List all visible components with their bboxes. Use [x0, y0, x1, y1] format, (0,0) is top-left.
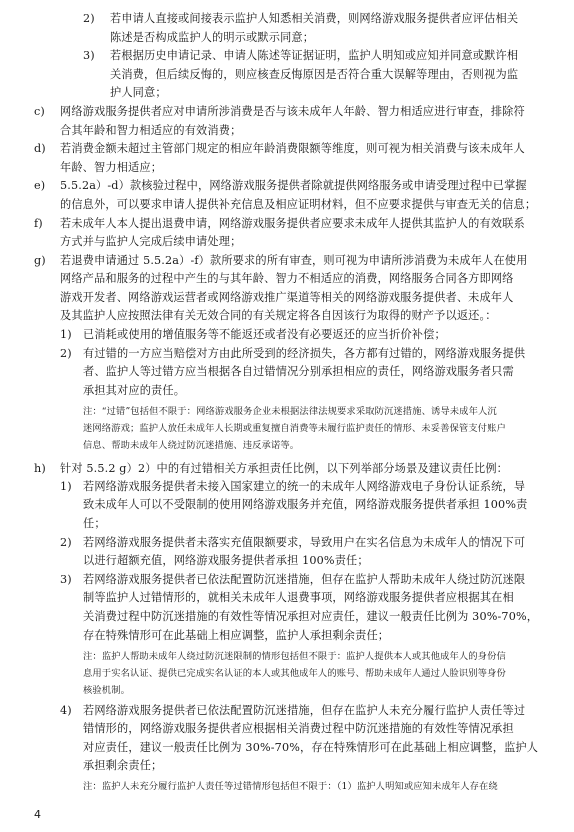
list-item-label: c) [34, 105, 45, 118]
note-line: 注：监护人未充分履行监护人责任等过错情形包括但不限于：（1）监护人明知或应知未成年人存在绕 [83, 781, 498, 792]
text-line: 游戏开发者、网络游戏运营者或网络游戏推广渠道等相关的网络游戏服务提供者、未成年人 [60, 291, 514, 304]
text-line: 若根据历史申请记录、申请人陈述等证据证明，监护人明知或应知并同意或默许相 [110, 49, 519, 62]
text-line: 错情形的，网络游戏服务提供者应根据相关消费过程中防沉迷措施的有效性等情况承担 [83, 722, 514, 735]
text-line: 若网络游戏服务提供者已依法配置防沉迷措施，但存在监护人未充分履行监护人责任等过 [83, 704, 526, 717]
text-line: 网络产品和服务的过程中产生的与其年龄、智力不相适应的消费，网络服务合同各方即网络 [60, 272, 514, 285]
text-line: 若网络游戏服务提供者未接入国家建立的统一的未成年人网络游戏电子身份认证系统，导 [83, 480, 526, 493]
text-line: 存在特殊情形可在此基础上相应调整，监护人承担剩余责任； [83, 629, 390, 642]
text-line: 护人同意； [110, 86, 167, 99]
list-item-label: g) [34, 254, 46, 267]
text-line: 承担其对应的责任。 [83, 384, 186, 397]
text-line: 若申请人直接或间接表示监护人知悉相关消费，则网络游戏服务提供者应评估相关 [110, 12, 519, 25]
note-line: 核验机制。 [83, 685, 130, 696]
text-line: 对应责任，建议一般责任比例为 30%-70%，存在特殊情形可在此基础上相应调整，监护人 [83, 741, 539, 754]
list-item-label: h) [34, 462, 46, 475]
text-line: 年龄、智力相适应； [60, 161, 163, 174]
list-item-label: 1) [60, 480, 72, 493]
note-line: 息用于实名认证、提供已完成实名认证的本人或其他成年人的账号、帮助未成年人通过人脸识别等身份 [83, 668, 506, 679]
list-item-label: 4) [60, 704, 72, 717]
text-line: 关消费过程中防沉迷措施的有效性等情况承担对应责任，建议一般责任比例为 30%-70%， [83, 610, 539, 623]
page-number: 4 [34, 808, 41, 821]
text-line: 任； [83, 517, 106, 530]
text-line: 若退费申请通过 5.5.2a）-f）款所要求的所有审查，则可视为申请所涉消费为未成年人在使用 [60, 254, 528, 267]
text-line: 已消耗或使用的增值服务等不能返还或者没有必要返还的应当折价补偿； [83, 328, 446, 341]
list-item-label: 2) [83, 12, 95, 25]
text-line: 针对 5.5.2 g）2）中的有过错相关方承担责任比例，以下列举部分场景及建议责任比例： [60, 462, 509, 475]
text-line: 合其年龄和智力相适应的有效消费； [60, 124, 242, 137]
note-line: 注：“过错”包括但不限于：网络游戏服务企业未根据法律法规要求采取防沉迷措施、诱导未成年人沉 [83, 406, 497, 417]
list-item-label: 1) [60, 328, 72, 341]
text-line: 5.5.2a）-d）款核验过程中，网络游戏服务提供者除就提供网络服务或申请受理过程中已掌握 [60, 179, 527, 192]
text-line: 者、监护人等过错方应当根据各自过错情况分别承担相应的责任，网络游戏服务者只需 [83, 365, 514, 378]
list-item-label: d) [34, 142, 46, 155]
list-item-label: 3) [60, 573, 72, 586]
text-line: 网络游戏服务提供者应对申请所涉消费是否与该未成年人年龄、智力相适应进行审查，排除符 [60, 105, 525, 118]
text-line: 关消费，但后续反悔的，则应核查反悔原因是否符合重大误解等理由，否则视为监 [110, 68, 519, 81]
text-line: 若网络游戏服务提供者已依法配置防沉迷措施，但存在监护人帮助未成年人绕过防沉迷限 [83, 573, 526, 586]
note-line: 迷网络游戏；监护人放任未成年人长期或重复擅自消费等未履行监护责任的情形、未妥善保管支付账户 [83, 423, 506, 434]
list-item-label: f) [34, 217, 43, 230]
note-line: 信息、帮助未成年人绕过防沉迷措施、违反承诺等。 [83, 440, 300, 451]
note-line: 注：监护人帮助未成年人绕过防沉迷限制的情形包括但不限于：监护人提供本人或其他成年人的身份信 [83, 651, 506, 662]
text-line: 若未成年人本人提出退费申请，网络游戏服务提供者应要求未成年人提供其监护人的有效联系 [60, 217, 525, 230]
list-item-label: 2) [60, 536, 72, 549]
text-line: 承担剩余责任； [83, 759, 163, 772]
text-line: 制等监护人过错情形的，就相关未成年人退费事项，网络游戏服务提供者应根据其在相 [83, 591, 514, 604]
text-line: 方式并与监护人完成后续申请处理； [60, 235, 242, 248]
text-line: 若消费金额未超过主管部门规定的相应年龄消费限额等维度，则可视为相关消费与该未成年人 [60, 142, 525, 155]
text-line: 及其监护人应按照法律有关无效合同的有关规定将各自因该行为取得的财产予以返还。： [60, 309, 497, 322]
text-line: 陈述是否构成监护人的明示或默示同意； [110, 31, 315, 44]
text-line: 若网络游戏服务提供者未落实充值限额要求，导致用户在实名信息为未成年人的情况下可 [83, 536, 526, 549]
list-item-label: e) [34, 179, 46, 192]
text-line: 有过错的一方应当赔偿对方由此所受到的经济损失，各方都有过错的，网络游戏服务提供 [83, 347, 526, 360]
list-item-label: 2) [60, 347, 72, 360]
text-line: 以进行超额充值，网络游戏服务提供者承担 100%责任； [83, 554, 369, 567]
text-line: 的信息外，可以要求申请人提供补充信息及相应证明材料，但不应要求提供与审查无关的信息； [60, 198, 537, 211]
text-line: 致未成年人可以不受限制的使用网络游戏服务并充值，网络游戏服务提供者承担 100%责 [83, 498, 528, 511]
list-item-label: 3) [83, 49, 95, 62]
